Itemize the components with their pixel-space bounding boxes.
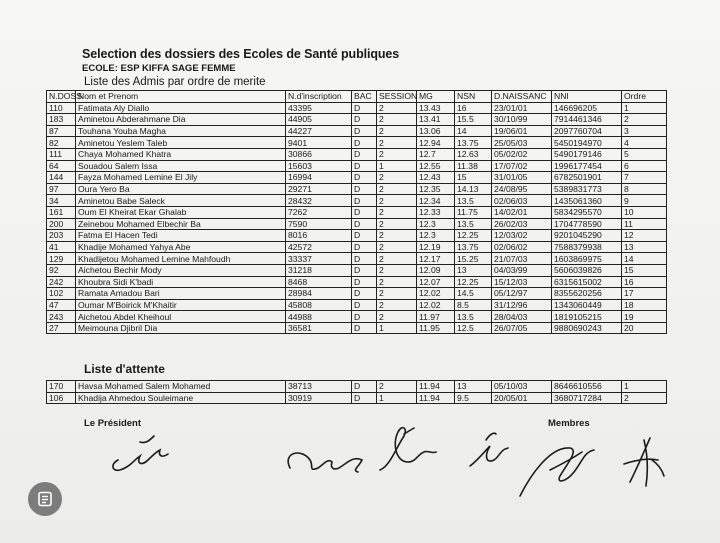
table-cell: 8468 bbox=[286, 276, 352, 288]
table-cell: D bbox=[352, 125, 377, 137]
table-cell: 7 bbox=[622, 172, 667, 184]
table-cell: 12 bbox=[622, 230, 667, 242]
table-cell: 1 bbox=[622, 102, 667, 114]
table-cell: 1996177454 bbox=[552, 160, 622, 172]
table-cell: 11.94 bbox=[417, 392, 455, 404]
table-cell: 15.5 bbox=[455, 114, 492, 126]
table-row bbox=[47, 241, 667, 253]
table-cell: 110 bbox=[47, 102, 76, 114]
table-cell: 2 bbox=[377, 148, 417, 160]
table-row bbox=[47, 183, 667, 195]
table-cell: D bbox=[352, 311, 377, 323]
table-cell: 9401 bbox=[286, 137, 352, 149]
table-cell: 28432 bbox=[286, 195, 352, 207]
column-header: NSN bbox=[455, 91, 492, 103]
table-cell: Oum El Kheirat Ekar Ghalab bbox=[76, 206, 286, 218]
document-icon bbox=[37, 491, 53, 507]
table-cell: 2 bbox=[377, 183, 417, 195]
table-cell: D bbox=[352, 160, 377, 172]
table-cell: D bbox=[352, 114, 377, 126]
table-cell: 12.34 bbox=[417, 195, 455, 207]
table-cell: Oumar M'Boirick M'Khaitir bbox=[76, 299, 286, 311]
table-cell: 5606039826 bbox=[552, 264, 622, 276]
table-cell: 30866 bbox=[286, 148, 352, 160]
table-cell: 183 bbox=[47, 114, 76, 126]
table-cell: D bbox=[352, 206, 377, 218]
table-cell: 13.75 bbox=[455, 241, 492, 253]
table-cell: 1 bbox=[377, 160, 417, 172]
attente-heading: Liste d'attente bbox=[84, 362, 165, 376]
table-cell: D bbox=[352, 253, 377, 265]
column-header: D.NAISSANC bbox=[492, 91, 552, 103]
table-cell: 17 bbox=[622, 288, 667, 300]
table-cell: 3680717284 bbox=[552, 392, 622, 404]
table-header-row bbox=[47, 91, 667, 103]
table-cell: 16 bbox=[622, 276, 667, 288]
table-cell: 23/01/01 bbox=[492, 102, 552, 114]
member-signature-2 bbox=[380, 428, 436, 470]
table-cell: 31/01/05 bbox=[492, 172, 552, 184]
table-cell: 203 bbox=[47, 230, 76, 242]
table-row bbox=[47, 311, 667, 323]
table-cell: 12.43 bbox=[417, 172, 455, 184]
table-cell: 6 bbox=[622, 160, 667, 172]
table-cell: 33337 bbox=[286, 253, 352, 265]
table-cell: Oura Yero Ba bbox=[76, 183, 286, 195]
table-cell: D bbox=[352, 172, 377, 184]
table-cell: 11.94 bbox=[417, 381, 455, 393]
member-signature-3 bbox=[470, 433, 508, 466]
column-header: Nom et Prenom bbox=[76, 91, 286, 103]
table-cell: 12.25 bbox=[455, 230, 492, 242]
table-cell: Aichetou Abdel Kheihoul bbox=[76, 311, 286, 323]
table-cell: 28984 bbox=[286, 288, 352, 300]
table-cell: Aichetou Bechir Mody bbox=[76, 264, 286, 276]
table-cell: 146696205 bbox=[552, 102, 622, 114]
table-cell: 102 bbox=[47, 288, 76, 300]
table-row bbox=[47, 264, 667, 276]
table-cell: 24/08/95 bbox=[492, 183, 552, 195]
signatures bbox=[0, 420, 720, 520]
table-cell: 87 bbox=[47, 125, 76, 137]
column-header: N.d'inscription bbox=[286, 91, 352, 103]
table-cell: 2097760704 bbox=[552, 125, 622, 137]
table-cell: 6782501901 bbox=[552, 172, 622, 184]
table-cell: Meimouna Djibril Dia bbox=[76, 322, 286, 334]
table-cell: 1343060449 bbox=[552, 299, 622, 311]
table-cell: 2 bbox=[377, 311, 417, 323]
table-cell: D bbox=[352, 288, 377, 300]
table-cell: 16 bbox=[455, 102, 492, 114]
member-signature-1 bbox=[288, 453, 362, 472]
table-cell: 13.43 bbox=[417, 102, 455, 114]
table-cell: D bbox=[352, 183, 377, 195]
table-cell: 2 bbox=[377, 253, 417, 265]
president-label: Le Président bbox=[84, 418, 142, 429]
table-cell: 1 bbox=[377, 322, 417, 334]
table-cell: Fatma El Hacen Tedi bbox=[76, 230, 286, 242]
table-cell: Aminetou Yeslem Taleb bbox=[76, 137, 286, 149]
table-cell: 1 bbox=[622, 381, 667, 393]
table-cell: Ramata Amadou Bari bbox=[76, 288, 286, 300]
table-row bbox=[47, 392, 667, 404]
table-cell: Aminetou Babe Saleck bbox=[76, 195, 286, 207]
table-cell: Havsa Mohamed Salem Mohamed bbox=[76, 381, 286, 393]
table-cell: 44988 bbox=[286, 311, 352, 323]
table-cell: 6315615002 bbox=[552, 276, 622, 288]
table-cell: 28/04/03 bbox=[492, 311, 552, 323]
table-cell: 14/02/01 bbox=[492, 206, 552, 218]
table-cell: 2 bbox=[622, 114, 667, 126]
table-cell: 8355620256 bbox=[552, 288, 622, 300]
table-cell: 30/10/99 bbox=[492, 114, 552, 126]
table-cell: 20/05/01 bbox=[492, 392, 552, 404]
table-cell: 11 bbox=[622, 218, 667, 230]
table-cell: 2 bbox=[377, 241, 417, 253]
table-cell: 7588379938 bbox=[552, 241, 622, 253]
table-cell: 3 bbox=[622, 125, 667, 137]
table-cell: 02/06/02 bbox=[492, 241, 552, 253]
table-row bbox=[47, 322, 667, 334]
table-cell: 7590 bbox=[286, 218, 352, 230]
table-cell: 14.5 bbox=[455, 288, 492, 300]
table-cell: 9880690243 bbox=[552, 322, 622, 334]
table-cell: D bbox=[352, 381, 377, 393]
table-cell: 30919 bbox=[286, 392, 352, 404]
table-cell: 12.07 bbox=[417, 276, 455, 288]
table-row bbox=[47, 148, 667, 160]
column-header: MG bbox=[417, 91, 455, 103]
table-cell: Touhana Youba Magha bbox=[76, 125, 286, 137]
table-cell: Fatimata Aly Diallo bbox=[76, 102, 286, 114]
table-cell: 15 bbox=[622, 264, 667, 276]
table-cell: 111 bbox=[47, 148, 76, 160]
table-cell: 12.33 bbox=[417, 206, 455, 218]
table-cell: 2 bbox=[377, 276, 417, 288]
table-cell: 12.17 bbox=[417, 253, 455, 265]
table-cell: 16994 bbox=[286, 172, 352, 184]
table-cell: 8016 bbox=[286, 230, 352, 242]
table-cell: D bbox=[352, 102, 377, 114]
membres-label: Membres bbox=[548, 418, 590, 429]
table-cell: 9 bbox=[622, 195, 667, 207]
table-cell: 10 bbox=[622, 206, 667, 218]
table-cell: 1603869975 bbox=[552, 253, 622, 265]
table-cell: 04/03/99 bbox=[492, 264, 552, 276]
table-cell: 129 bbox=[47, 253, 76, 265]
table-cell: 2 bbox=[377, 137, 417, 149]
table-cell: 12.3 bbox=[417, 230, 455, 242]
table-row bbox=[47, 276, 667, 288]
table-cell: 1704778590 bbox=[552, 218, 622, 230]
table-cell: 9.5 bbox=[455, 392, 492, 404]
column-header: NNI bbox=[552, 91, 622, 103]
table-cell: 44227 bbox=[286, 125, 352, 137]
table-cell: 12.02 bbox=[417, 299, 455, 311]
table-cell: 25/05/03 bbox=[492, 137, 552, 149]
table-cell: 92 bbox=[47, 264, 76, 276]
table-cell: D bbox=[352, 195, 377, 207]
table-cell: 11.38 bbox=[455, 160, 492, 172]
table-cell: D bbox=[352, 241, 377, 253]
table-cell: 170 bbox=[47, 381, 76, 393]
table-cell: 13.41 bbox=[417, 114, 455, 126]
table-cell: 1 bbox=[377, 392, 417, 404]
table-row bbox=[47, 137, 667, 149]
table-cell: 2 bbox=[377, 264, 417, 276]
table-cell: 8646610556 bbox=[552, 381, 622, 393]
table-cell: 26/07/05 bbox=[492, 322, 552, 334]
table-cell: 2 bbox=[377, 206, 417, 218]
table-cell: 15 bbox=[455, 172, 492, 184]
school-subtitle: ECOLE: ESP KIFFA SAGE FEMME bbox=[82, 63, 236, 74]
column-header: SESSION bbox=[377, 91, 417, 103]
table-cell: 12.25 bbox=[455, 276, 492, 288]
table-row bbox=[47, 381, 667, 393]
table-cell: 11.95 bbox=[417, 322, 455, 334]
table-row bbox=[47, 160, 667, 172]
table-cell: 43395 bbox=[286, 102, 352, 114]
table-cell: 82 bbox=[47, 137, 76, 149]
table-cell: D bbox=[352, 230, 377, 242]
table-cell: 161 bbox=[47, 206, 76, 218]
table-cell: 106 bbox=[47, 392, 76, 404]
table-cell: 243 bbox=[47, 311, 76, 323]
table-cell: 13.75 bbox=[455, 137, 492, 149]
table-row bbox=[47, 114, 667, 126]
column-header: Ordre bbox=[622, 91, 667, 103]
table-cell: 2 bbox=[377, 195, 417, 207]
table-cell: 20 bbox=[622, 322, 667, 334]
table-row bbox=[47, 218, 667, 230]
table-cell: 27 bbox=[47, 322, 76, 334]
document-fab-button[interactable] bbox=[28, 482, 62, 516]
table-cell: 15.25 bbox=[455, 253, 492, 265]
table-row bbox=[47, 253, 667, 265]
table-cell: 2 bbox=[377, 299, 417, 311]
table-cell: Zeinebou Mohamed Elbechir Ba bbox=[76, 218, 286, 230]
table-cell: 21/07/03 bbox=[492, 253, 552, 265]
president-signature bbox=[113, 436, 168, 470]
column-header: N.DOSS bbox=[47, 91, 76, 103]
table-cell: 14 bbox=[455, 125, 492, 137]
table-cell: 14 bbox=[622, 253, 667, 265]
table-cell: D bbox=[352, 264, 377, 276]
admis-table bbox=[46, 90, 667, 334]
table-cell: 12.7 bbox=[417, 148, 455, 160]
member-signature-4 bbox=[520, 448, 594, 496]
table-cell: 5450194970 bbox=[552, 137, 622, 149]
document-title: Selection des dossiers des Ecoles de Santé publiques bbox=[82, 47, 400, 61]
table-cell: 2 bbox=[377, 218, 417, 230]
table-cell: 5490179146 bbox=[552, 148, 622, 160]
table-cell: 12.55 bbox=[417, 160, 455, 172]
table-cell: 19/06/01 bbox=[492, 125, 552, 137]
table-row bbox=[47, 230, 667, 242]
table-cell: D bbox=[352, 137, 377, 149]
table-cell: 13.5 bbox=[455, 195, 492, 207]
table-cell: 26/02/03 bbox=[492, 218, 552, 230]
table-row bbox=[47, 195, 667, 207]
table-cell: 31218 bbox=[286, 264, 352, 276]
table-cell: 12.3 bbox=[417, 218, 455, 230]
table-cell: 2 bbox=[377, 102, 417, 114]
table-cell: 12.02 bbox=[417, 288, 455, 300]
table-cell: 144 bbox=[47, 172, 76, 184]
table-cell: 2 bbox=[377, 172, 417, 184]
admis-heading: Liste des Admis par ordre de merite bbox=[84, 76, 266, 88]
table-cell: Khadije Mohamed Yahya Abe bbox=[76, 241, 286, 253]
table-cell: Khadijetou Mohamed Lemine Mahfoudh bbox=[76, 253, 286, 265]
table-cell: 12.19 bbox=[417, 241, 455, 253]
table-cell: 9201045290 bbox=[552, 230, 622, 242]
table-cell: 15/12/03 bbox=[492, 276, 552, 288]
table-row bbox=[47, 125, 667, 137]
table-row bbox=[47, 206, 667, 218]
table-cell: 12.63 bbox=[455, 148, 492, 160]
table-cell: 2 bbox=[377, 114, 417, 126]
table-cell: Khadija Ahmedou Souleimane bbox=[76, 392, 286, 404]
table-cell: 97 bbox=[47, 183, 76, 195]
table-cell: 42572 bbox=[286, 241, 352, 253]
table-cell: 13.5 bbox=[455, 311, 492, 323]
table-cell: 41 bbox=[47, 241, 76, 253]
table-cell: 13 bbox=[455, 381, 492, 393]
table-cell: 05/12/97 bbox=[492, 288, 552, 300]
table-cell: 05/02/02 bbox=[492, 148, 552, 160]
table-cell: 13 bbox=[455, 264, 492, 276]
table-cell: 12.5 bbox=[455, 322, 492, 334]
table-cell: 242 bbox=[47, 276, 76, 288]
table-cell: 2 bbox=[377, 381, 417, 393]
table-cell: 29271 bbox=[286, 183, 352, 195]
table-cell: Khoubra Sidi K'badi bbox=[76, 276, 286, 288]
table-cell: 12.09 bbox=[417, 264, 455, 276]
table-cell: 34 bbox=[47, 195, 76, 207]
table-cell: 36581 bbox=[286, 322, 352, 334]
table-cell: D bbox=[352, 148, 377, 160]
table-cell: 13.5 bbox=[455, 218, 492, 230]
table-cell: D bbox=[352, 218, 377, 230]
table-row bbox=[47, 172, 667, 184]
table-cell: 200 bbox=[47, 218, 76, 230]
table-cell: 17/07/02 bbox=[492, 160, 552, 172]
table-row bbox=[47, 288, 667, 300]
table-cell: D bbox=[352, 322, 377, 334]
table-cell: 31/12/96 bbox=[492, 299, 552, 311]
table-cell: 5834295570 bbox=[552, 206, 622, 218]
table-cell: 19 bbox=[622, 311, 667, 323]
table-cell: 2 bbox=[377, 125, 417, 137]
table-cell: 12/03/02 bbox=[492, 230, 552, 242]
table-cell: 7914461346 bbox=[552, 114, 622, 126]
table-cell: 1435061360 bbox=[552, 195, 622, 207]
table-cell: Souadou Salem Issa bbox=[76, 160, 286, 172]
table-cell: 05/10/03 bbox=[492, 381, 552, 393]
table-cell: 14.13 bbox=[455, 183, 492, 195]
column-header: BAC bbox=[352, 91, 377, 103]
table-cell: 02/06/03 bbox=[492, 195, 552, 207]
table-cell: 8.5 bbox=[455, 299, 492, 311]
table-cell: 7262 bbox=[286, 206, 352, 218]
table-cell: 13 bbox=[622, 241, 667, 253]
table-cell: 5389831773 bbox=[552, 183, 622, 195]
member-signature-5 bbox=[624, 438, 664, 486]
table-cell: 38713 bbox=[286, 381, 352, 393]
table-row bbox=[47, 299, 667, 311]
table-cell: 13.06 bbox=[417, 125, 455, 137]
table-cell: 8 bbox=[622, 183, 667, 195]
table-cell: 2 bbox=[622, 392, 667, 404]
table-cell: 44905 bbox=[286, 114, 352, 126]
table-cell: Chaya Mohamed Khatra bbox=[76, 148, 286, 160]
table-cell: 15603 bbox=[286, 160, 352, 172]
table-cell: 11.97 bbox=[417, 311, 455, 323]
table-cell: D bbox=[352, 276, 377, 288]
table-cell: 64 bbox=[47, 160, 76, 172]
table-row bbox=[47, 102, 667, 114]
table-cell: Aminetou Abderahmane Dia bbox=[76, 114, 286, 126]
table-cell: 12.35 bbox=[417, 183, 455, 195]
table-cell: 2 bbox=[377, 288, 417, 300]
table-cell: D bbox=[352, 299, 377, 311]
table-cell: 5 bbox=[622, 148, 667, 160]
table-cell: 45808 bbox=[286, 299, 352, 311]
table-cell: 12.94 bbox=[417, 137, 455, 149]
table-cell: D bbox=[352, 392, 377, 404]
table-cell: Fayza Mohamed Lemine El Jily bbox=[76, 172, 286, 184]
table-cell: 2 bbox=[377, 230, 417, 242]
table-cell: 18 bbox=[622, 299, 667, 311]
table-cell: 1819105215 bbox=[552, 311, 622, 323]
attente-table bbox=[46, 380, 667, 404]
table-cell: 47 bbox=[47, 299, 76, 311]
table-cell: 4 bbox=[622, 137, 667, 149]
table-cell: 11.75 bbox=[455, 206, 492, 218]
